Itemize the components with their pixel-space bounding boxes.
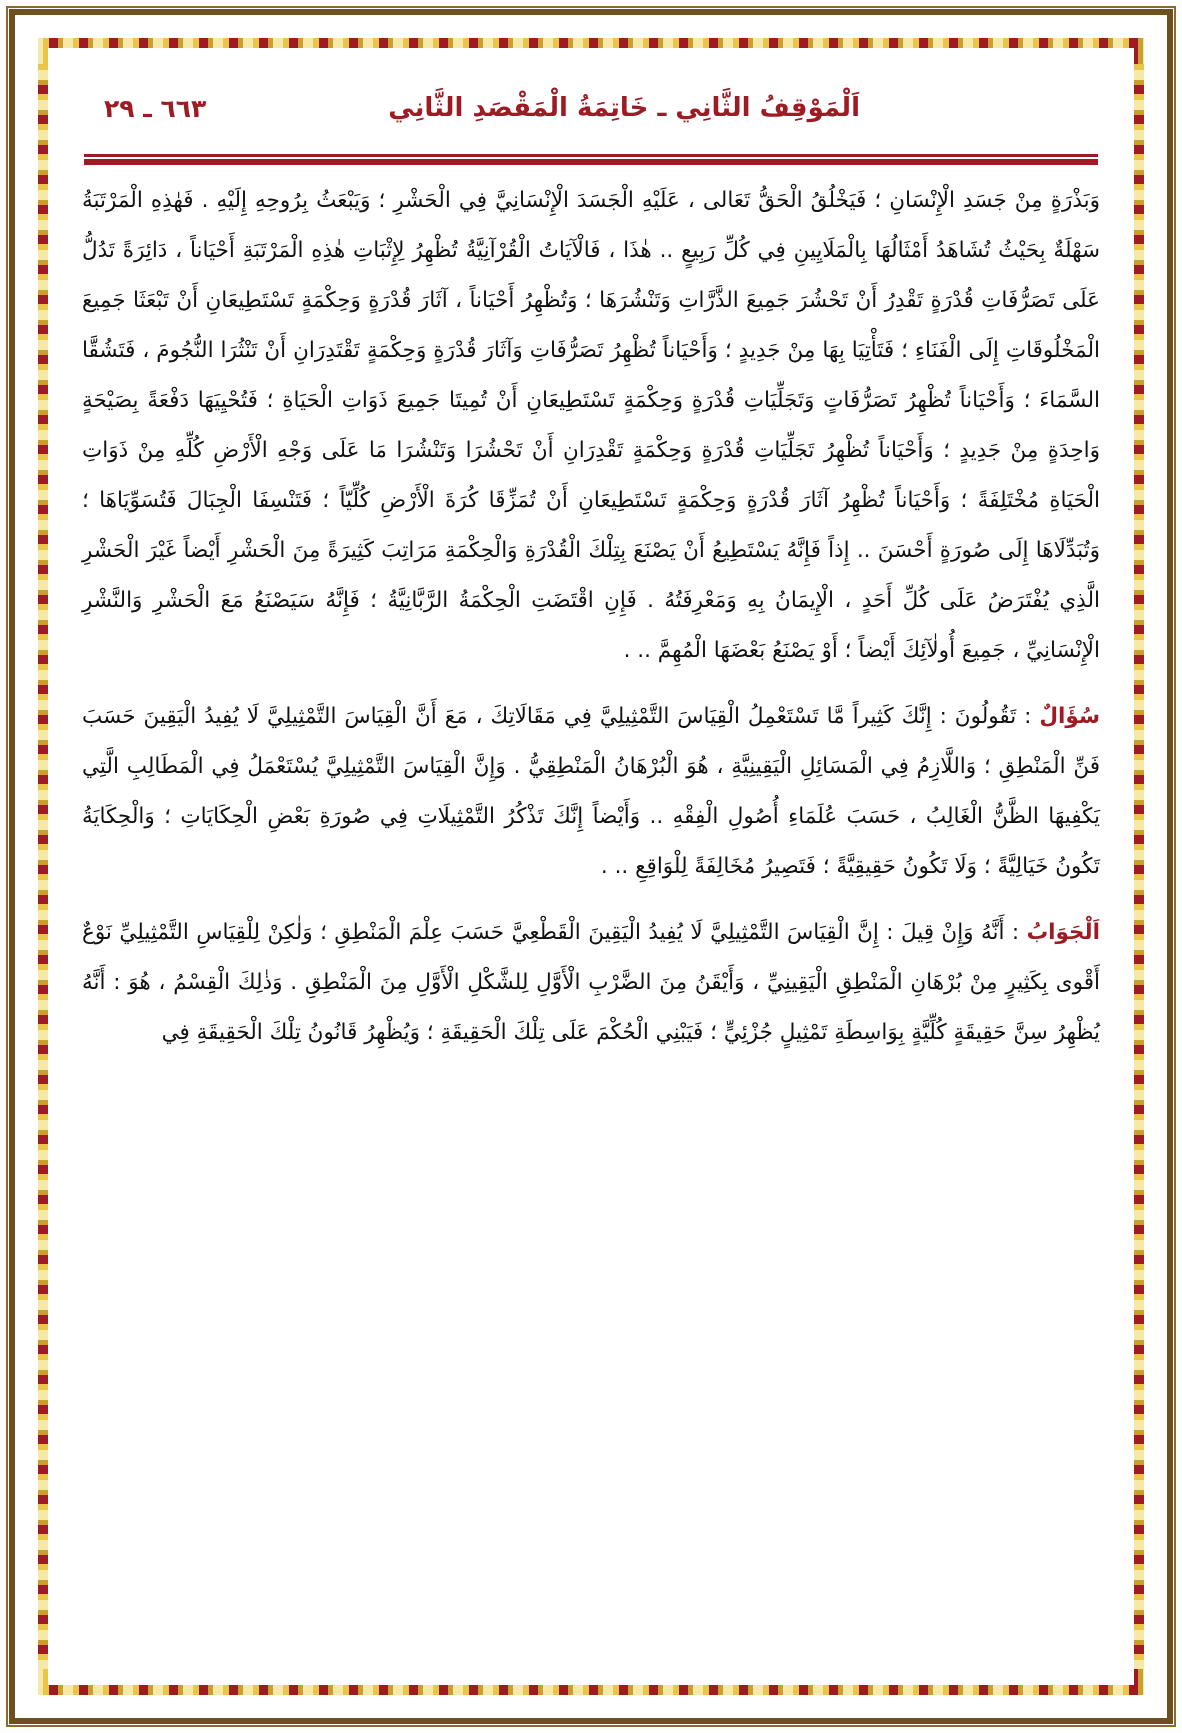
header-divider — [84, 154, 1098, 164]
paragraph-question — [82, 692, 1100, 892]
question-text: تَقُولُونَ : إِنَّكَ كَثِيراً مَّا تَسْتَعْمِلُ الْقِيَاسَ التَّمْثِيلِيَّ فِي مَقَالَاتِكَ ، مَعَ أَنَّ الْقِيَاسَ التَّمْثِيلِيَّ لَا يُفِيدُ الْيَقِينَ حَسَبَ فَنِّ الْمَنْطِقِ ؛ وَاللَّازِمُ فِي الْمَسَائِلِ الْيَقِينِيَّةِ ، هُوَ الْبُرْهَانُ الْمَنْطِقِيُّ . وَإِنَّ الْقِيَاسَ التَّمْثِيلِيَّ يُسْتَعْمَلُ فِي الْمَطَالِبِ الَّتِي يَكْفِيهَا الظَّنُّ الْغَالِبُ ، حَسَبَ عُلَمَاءِ أُصُولِ الْفِقْهِ .. وَأَيْضاً إِنَّكَ تَذْكُرُ التَّمْثِيلَاتِ فِي صُورَةِ بَعْضِ الْحِكَايَاتِ ؛ وَالْحِكَايَةُ تَكُونُ خَيَالِيَّةً ؛ وَلَا تَكُونُ حَقِيقِيَّةً ؛ فَتَصِيرُ مُخَالِفَةً لِلْوَاقِعِ .. . — [82, 704, 1100, 879]
paragraph-main: وَبَذْرَةٍ مِنْ جَسَدِ الْإِنْسَانِ ؛ فَيَخْلُقُ الْحَقُّ تَعَالى ، عَلَيْهِ الْجَسَدَ الْإِنْسَانِيَّ فِي الْحَشْرِ ؛ وَيَبْعَثُ بِرُوحِهِ إِلَيْهِ . فَهٰذِهِ الْمَرْتَبَةُ سَهْلَةٌ بِحَيْثُ تُشَاهَدُ أَمْثَالُهَا بِالْمَلَايِينِ فِي كُلِّ رَبِيعٍ .. هٰذَا ، فَالْآيَاتُ الْقُرْآنِيَّةُ تُظْهِرُ لِإِثْبَاتِ هٰذِهِ الْمَرْتَبَةِ أَحْيَاناً ، دَائِرَةً تَدُلُّ عَلَى تَصَرُّفَاتِ قُدْرَةٍ تَقْدِرُ أَنْ تَحْشُرَ جَمِيعَ الذَّرَّاتِ وَتَنْشُرَهَا ؛ وَتُظْهِرُ أَحْيَاناً ، آثَارَ قُدْرَةٍ وَحِكْمَةٍ تَسْتَطِيعَانِ أَنْ تَبْعَثَا جَمِيعَ الْمَخْلُوقَاتِ إِلَى الْفَنَاءِ ؛ فَتَأْتِيَا بِهَا مِنْ جَدِيدٍ ؛ وَأَحْيَاناً تُظْهِرُ تَصَرُّفَاتِ وَآثَارَ قُدْرَةٍ وَحِكْمَةٍ تَقْتَدِرَانِ أَنْ تَنْثُرَا النُّجُومَ ، فَتَشُقَّا السَّمَاءَ ؛ وَأَحْيَاناً تُظْهِرُ تَصَرُّفَاتٍ وَتَجَلِّيَاتِ قُدْرَةٍ وَحِكْمَةٍ تَسْتَطِيعَانِ أَنْ تُمِيتَا جَمِيعَ ذَوَاتِ الْحَيَاةِ ؛ فَتُحْيِيَهَا دَفْعَةً بِصَيْحَةٍ وَاحِدَةٍ مِنْ جَدِيدٍ ؛ وَأَحْيَاناً تُظْهِرُ تَجَلِّيَاتِ قُدْرَةٍ وَحِكْمَةٍ تَقْدِرَانِ أَنْ تَحْشُرَا وَتَنْشُرَا مَا عَلَى وَجْهِ الْأَرْضِ كُلِّهِ مِنْ ذَوَاتِ الْحَيَاةِ مُخْتَلِفَةً ؛ وَأَحْيَاناً تُظْهِرُ آثَارَ قُدْرَةٍ وَحِكْمَةٍ تَسْتَطِيعَانِ أَنْ تُمَزِّقَا كُرَةَ الْأَرْضِ كُلِّيّاً ؛ فَتَنْسِفَا الْجِبَالَ فَتُسَوِّيَاهَا ؛ وَتُبَدِّلَاهَا إِلَى صُورَةٍ أَحْسَنَ .. إِذاً فَإِنَّهُ يَسْتَطِيعُ أَنْ يَصْنَعَ بِتِلْكَ الْقُدْرَةِ وَالْحِكْمَةِ مَرَاتِبَ كَثِيرَةً مِنَ الْحَشْرِ أَيْضاً غَيْرَ الْحَشْرِ الَّذِي يُفْتَرَضُ عَلَى كُلِّ أَحَدٍ ، الْإِيمَانُ بِهِ وَمَعْرِفَتُهُ . فَإِنِ اقْتَضَتِ الْحِكْمَةُ الرَّبَّانِيَّةُ ؛ فَإِنَّهُ سَيَصْنَعُ مَعَ الْحَشْرِ وَالنَّشْرِ الْإِنْسَانِيِّ ، جَمِيعَ أُولٰآئِكَ أَيْضاً ؛ أَوْ يَصْنَعُ بَعْضَهَا الْمُهِمَّ .. . — [82, 188, 1100, 663]
page-number: ٦٦٣ ـ ٢٩ — [104, 93, 207, 123]
answer-text: أَنَّهُ وَإِنْ قِيلَ : إِنَّ الْقِيَاسَ التَّمْثِيلِيَّ لَا يُفِيدُ الْيَقِينَ الْقَطْعِيَّ حَسَبَ عِلْمَ الْمَنْطِقِ ؛ وَلٰكِنْ لِلْقِيَاسِ التَّمْثِيلِيِّ نَوْعٌ أَقْوى بِكَثِيرٍ مِنْ بُرْهَانِ الْمَنْطِقِ الْيَقِينِيِّ ، وَأَيْقَنُ مِنَ الضَّرْبِ الْأَوَّلِ لِلشَّكْلِ الْأَوَّلِ مِنَ الْمَنْطِقِ . وَذٰلِكَ الْقِسْمُ ، هُوَ : أَنَّهُ يُظْهِرُ سِنَّ حَقِيقَةٍ كُلِّيَّةٍ بِوَاسِطَةِ تَمْثِيلٍ جُزْئِيٍّ ؛ فَيَبْنِي الْحُكْمَ عَلَى تِلْكَ الْحَقِيقَةِ ؛ وَيُظْهِرُ قَانُونُ تِلْكَ الْحَقِيقَةِ فِي — [82, 920, 1100, 1045]
page-title: اَلْمَوْقِفُ الثَّانِي ـ خَاتِمَةُ الْمَقْصَدِ الثَّانِي — [388, 92, 860, 123]
text-field — [48, 48, 1134, 1685]
page-header — [80, 76, 1102, 140]
divider-line-thick — [84, 159, 1098, 165]
document-body — [82, 176, 1100, 1671]
question-separator: : — [1016, 704, 1040, 729]
question-label: سُؤَالٌ — [1039, 704, 1101, 729]
answer-label: اَلْجَوَابُ — [1026, 920, 1100, 945]
answer-separator: : — [1004, 920, 1027, 945]
paragraph-answer — [82, 908, 1100, 1058]
